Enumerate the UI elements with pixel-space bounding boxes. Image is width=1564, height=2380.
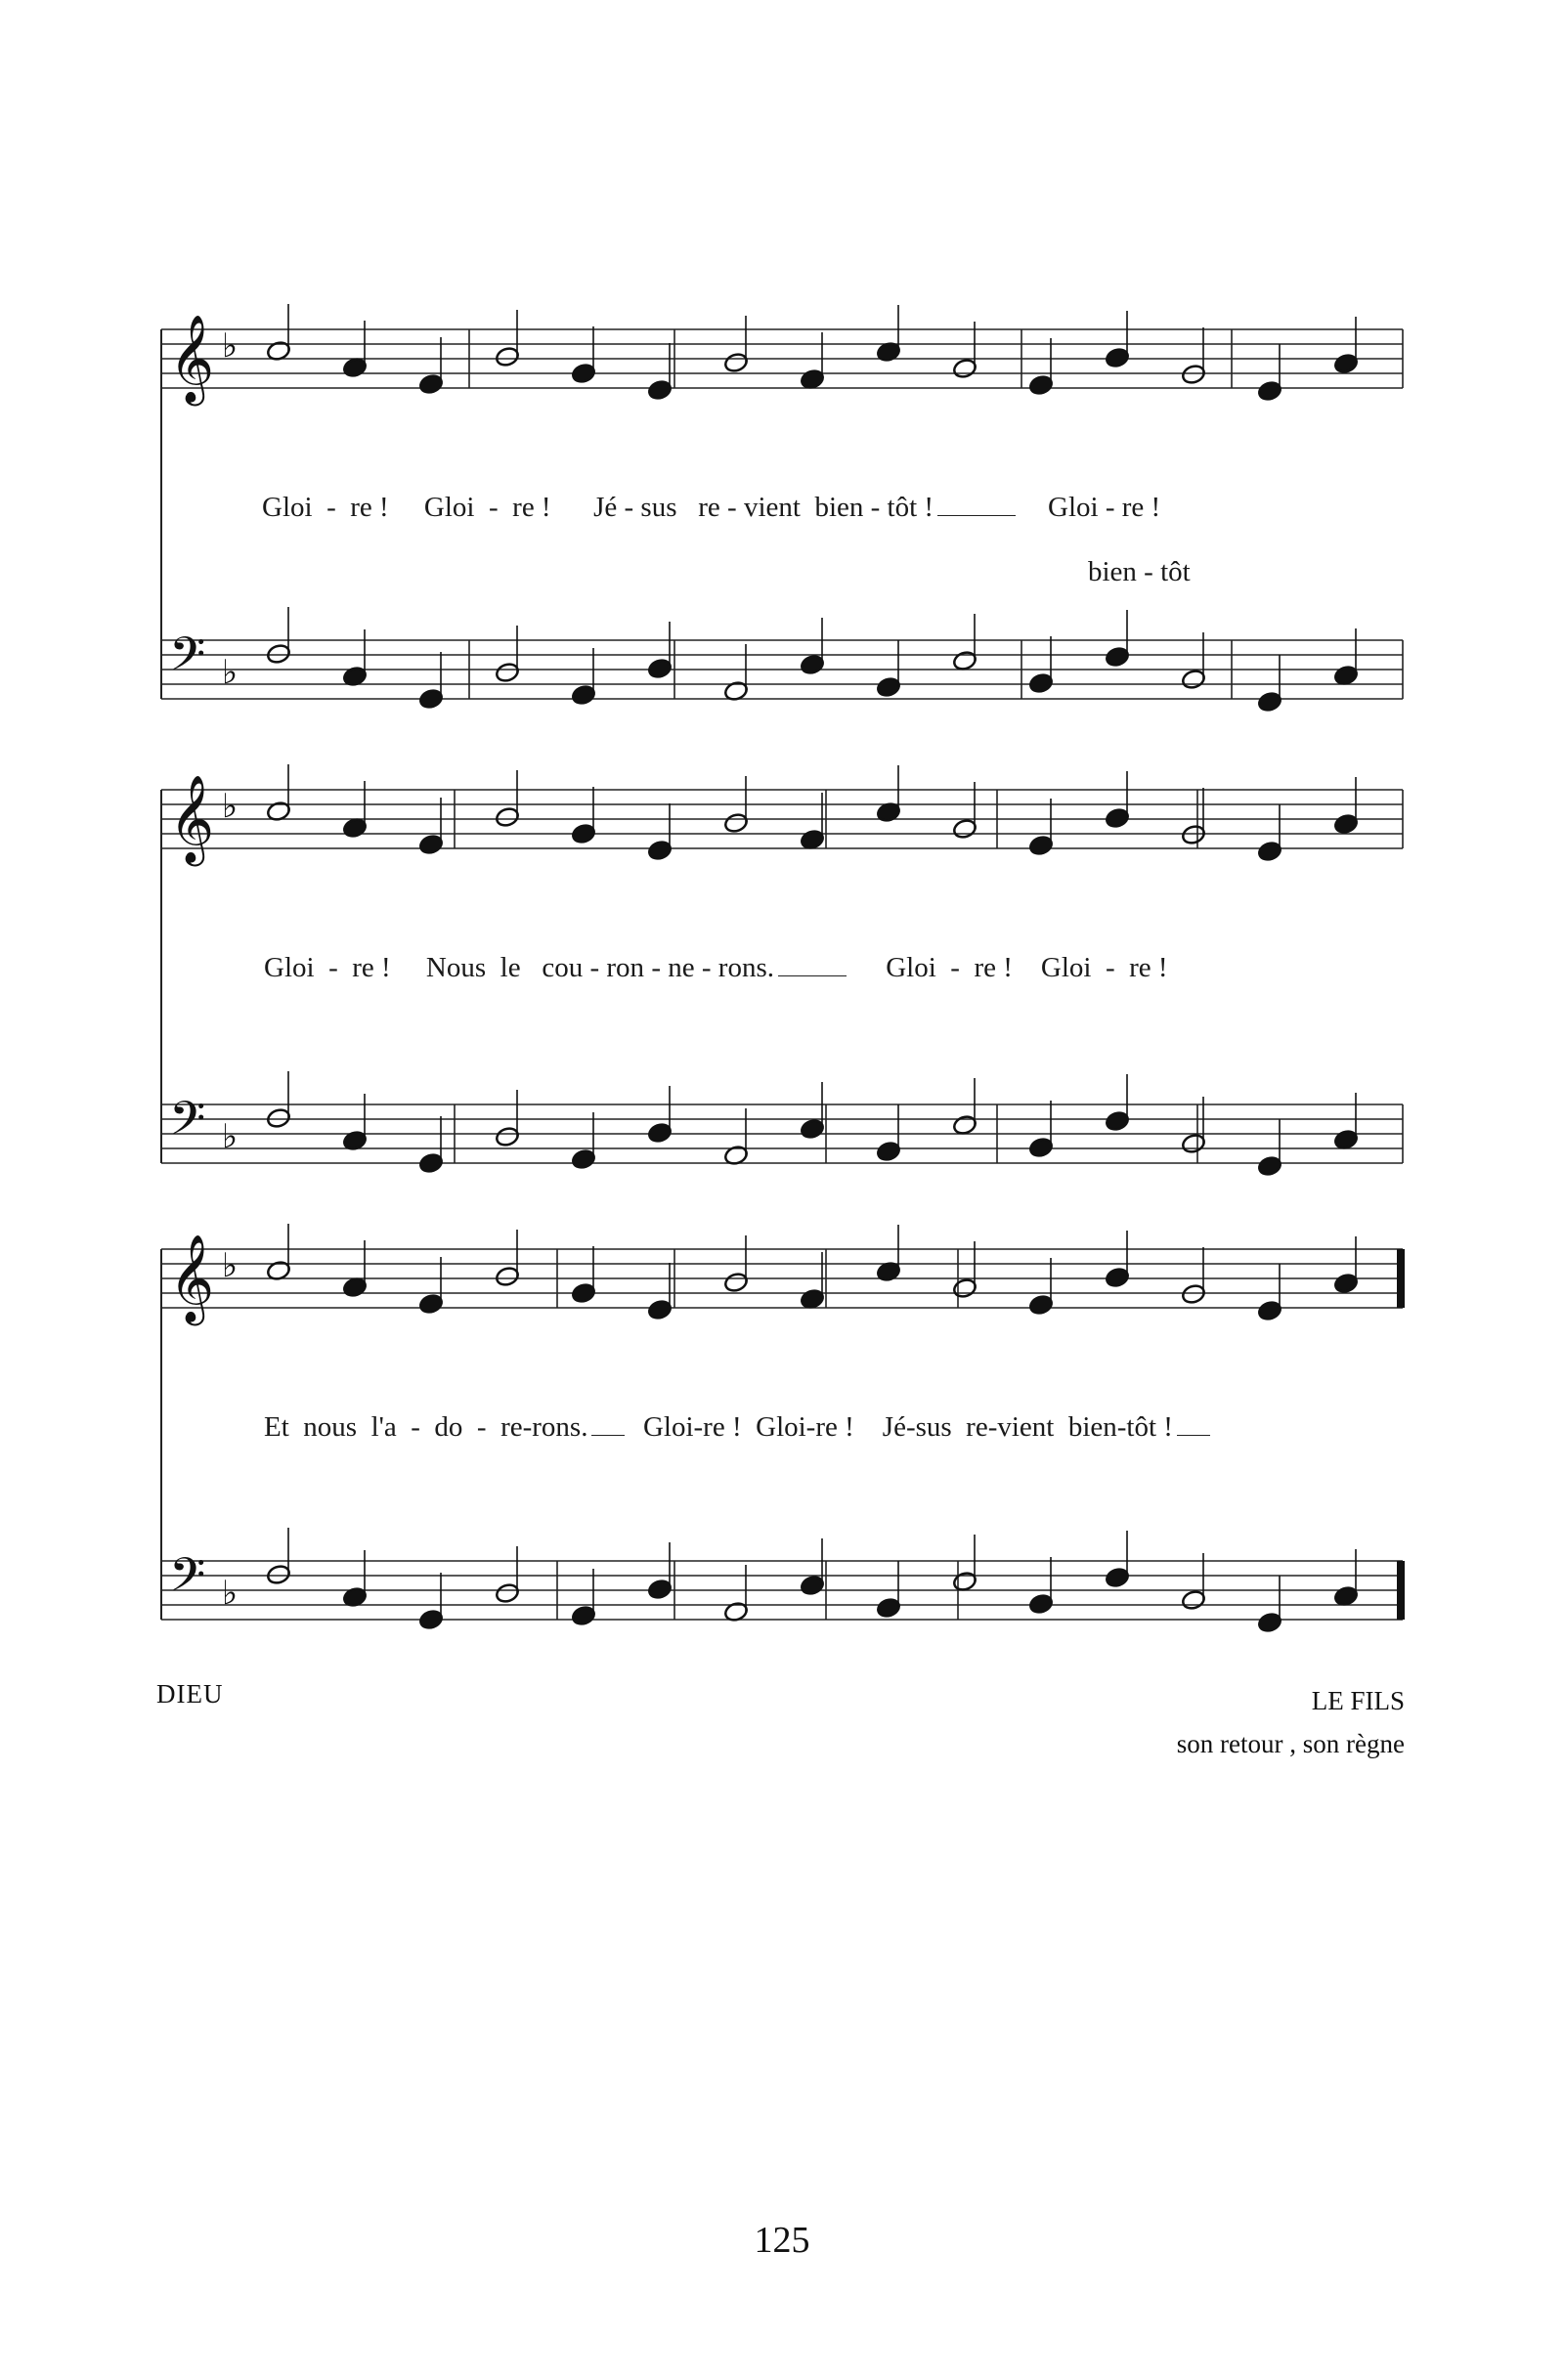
- note-head: [647, 658, 673, 680]
- footer-subtitle: son retour , son règne: [1176, 1729, 1405, 1758]
- lyric: -: [950, 952, 960, 983]
- note-head: [418, 1609, 444, 1631]
- lyric: -: [701, 952, 712, 983]
- lyric: Gloi: [262, 492, 313, 523]
- note-head: [1333, 1273, 1359, 1295]
- lyric: ne: [668, 952, 695, 983]
- lyric: -: [411, 1411, 420, 1443]
- note-head: [418, 373, 444, 396]
- footer-left-label: DIEU: [156, 1679, 224, 1709]
- lyric: Jé - sus: [593, 492, 677, 523]
- lyric: rons.: [717, 952, 774, 983]
- note-head: [1333, 1585, 1359, 1608]
- lyric: Gloi: [886, 952, 936, 983]
- note-head: [952, 358, 978, 380]
- note-head: [1028, 1593, 1054, 1616]
- lyric: re: [698, 492, 720, 523]
- lyric: re-vient: [966, 1411, 1055, 1443]
- note-head: [647, 840, 673, 862]
- final-barline: [1397, 1249, 1405, 1308]
- note-head: [495, 1582, 520, 1605]
- note-head: [876, 1141, 901, 1163]
- note-head: [876, 1597, 901, 1620]
- note-head: [647, 1299, 673, 1321]
- flat-icon: ♭: [222, 1574, 239, 1613]
- note-head: [1333, 353, 1359, 375]
- note-head: [1105, 807, 1130, 830]
- lyric: re !: [974, 952, 1013, 983]
- note-head: [1181, 1589, 1206, 1612]
- note-head: [571, 1282, 596, 1305]
- flat-icon: ♭: [222, 653, 239, 692]
- flat-icon: ♭: [222, 1117, 239, 1156]
- note-head: [800, 829, 825, 851]
- lyric: -: [589, 952, 600, 983]
- lyric: Gloi-re !: [642, 1411, 742, 1443]
- melisma-line: [937, 515, 1016, 516]
- treble-clef-icon: 𝄞: [169, 775, 215, 863]
- note-head: [1105, 646, 1130, 669]
- lyric-line-1: [262, 492, 1160, 524]
- note-head: [418, 834, 444, 856]
- note-head: [571, 684, 596, 707]
- note-head: [571, 1148, 596, 1171]
- note-head: [1333, 1129, 1359, 1151]
- lyric: vient: [743, 492, 801, 523]
- melisma-line: [778, 975, 847, 976]
- note-head: [647, 1579, 673, 1601]
- lyric: -: [328, 952, 338, 983]
- note-head: [1257, 841, 1282, 863]
- note-head: [418, 1152, 444, 1175]
- bass-clef-icon: 𝄢: [169, 1547, 206, 1614]
- note-head: [1181, 669, 1206, 691]
- lyric: bien-tôt !: [1067, 1411, 1173, 1443]
- note-head: [952, 1277, 978, 1300]
- note-head: [1028, 1294, 1054, 1317]
- note-head: [1257, 1612, 1282, 1634]
- note-head: [800, 654, 825, 676]
- note-head: [571, 1605, 596, 1627]
- note-head: [1181, 364, 1206, 386]
- note-head: [1105, 347, 1130, 369]
- lyric: -: [326, 492, 336, 523]
- note-head: [723, 1272, 749, 1294]
- lyric: re-rons.: [500, 1411, 588, 1443]
- melisma-line: [591, 1435, 625, 1436]
- note-head: [1105, 1567, 1130, 1589]
- note-head: [571, 823, 596, 845]
- lyric: Jé-sus: [882, 1411, 952, 1443]
- lyric: nous: [303, 1411, 358, 1443]
- lyric: -: [488, 492, 499, 523]
- note-head: [1257, 1155, 1282, 1178]
- note-head: [1028, 374, 1054, 397]
- lyric: Nous: [425, 952, 487, 983]
- flat-icon: ♭: [222, 1246, 239, 1285]
- note-head: [952, 650, 978, 672]
- lyric: -: [727, 492, 737, 523]
- bass-clef-icon: 𝄢: [169, 1091, 206, 1157]
- note-head: [1105, 1267, 1130, 1289]
- melisma-line: [1177, 1435, 1210, 1436]
- note-head: [495, 806, 520, 829]
- lyric: Gloi: [423, 492, 475, 523]
- note-head: [647, 1122, 673, 1145]
- note-head: [1028, 835, 1054, 857]
- lyric: Gloi-re !: [756, 1411, 854, 1443]
- page-number: 125: [754, 2220, 810, 2261]
- lyric: -: [1105, 952, 1115, 983]
- lyric: ron: [606, 952, 645, 983]
- note-head: [495, 1126, 520, 1148]
- lyric: l'a: [370, 1411, 397, 1443]
- note-head: [1181, 1283, 1206, 1306]
- note-head: [418, 688, 444, 711]
- lyric-line-2: [264, 952, 1168, 984]
- lyric: re !: [352, 952, 391, 983]
- lyric: cou: [542, 952, 584, 983]
- note-head: [800, 368, 825, 391]
- note-head: [952, 1114, 978, 1137]
- alt-lyric: bien - tôt: [1088, 556, 1191, 587]
- note-head: [1028, 672, 1054, 695]
- note-head: [876, 676, 901, 699]
- note-head: [1028, 1137, 1054, 1159]
- note-head: [952, 1571, 978, 1593]
- lyric: -: [476, 1411, 487, 1443]
- lyric-line-3: [264, 1411, 1214, 1444]
- note-head: [1257, 380, 1282, 403]
- note-head: [800, 1288, 825, 1311]
- note-head: [495, 1266, 520, 1288]
- treble-clef-icon: 𝄞: [169, 1234, 215, 1322]
- note-head: [1257, 1300, 1282, 1322]
- note-head: [647, 379, 673, 402]
- note-head: [952, 818, 978, 841]
- note-head: [800, 1575, 825, 1597]
- note-head: [800, 1118, 825, 1141]
- note-head: [571, 363, 596, 385]
- note-head: [266, 643, 291, 666]
- note-head: [342, 1277, 368, 1299]
- note-head: [1105, 1110, 1130, 1133]
- note-head: [342, 357, 368, 379]
- note-head: [266, 1107, 291, 1130]
- lyric: Gloi - re !: [1048, 492, 1161, 523]
- note-head: [1257, 691, 1282, 714]
- lyric: le: [500, 952, 521, 983]
- flat-icon: ♭: [222, 787, 239, 826]
- lyric: re !: [1129, 952, 1168, 983]
- lyric: re !: [350, 492, 389, 523]
- final-barline: [1397, 1561, 1405, 1620]
- lyric: Et: [264, 1411, 289, 1443]
- note-head: [266, 1564, 291, 1586]
- note-head: [723, 352, 749, 374]
- note-head: [495, 662, 520, 684]
- treble-clef-icon: 𝄞: [169, 315, 215, 403]
- note-head: [1333, 665, 1359, 687]
- note-head: [1181, 1133, 1206, 1155]
- lyric: -: [651, 952, 661, 983]
- note-head: [418, 1293, 444, 1316]
- note-head: [1181, 824, 1206, 846]
- flat-icon: ♭: [222, 326, 239, 366]
- lyric: Gloi: [264, 952, 315, 983]
- lyric: do: [434, 1411, 463, 1443]
- footer-right: [1177, 1679, 1405, 1765]
- lyric: bien - tôt !: [814, 492, 934, 523]
- note-head: [342, 817, 368, 840]
- note-head: [495, 346, 520, 368]
- bass-clef-icon: 𝄢: [169, 627, 206, 693]
- note-head: [1333, 813, 1359, 836]
- footer-title: LE FILS: [1311, 1686, 1405, 1715]
- note-head: [723, 812, 749, 835]
- lyric: re !: [512, 492, 551, 523]
- lyric: Gloi: [1040, 952, 1092, 983]
